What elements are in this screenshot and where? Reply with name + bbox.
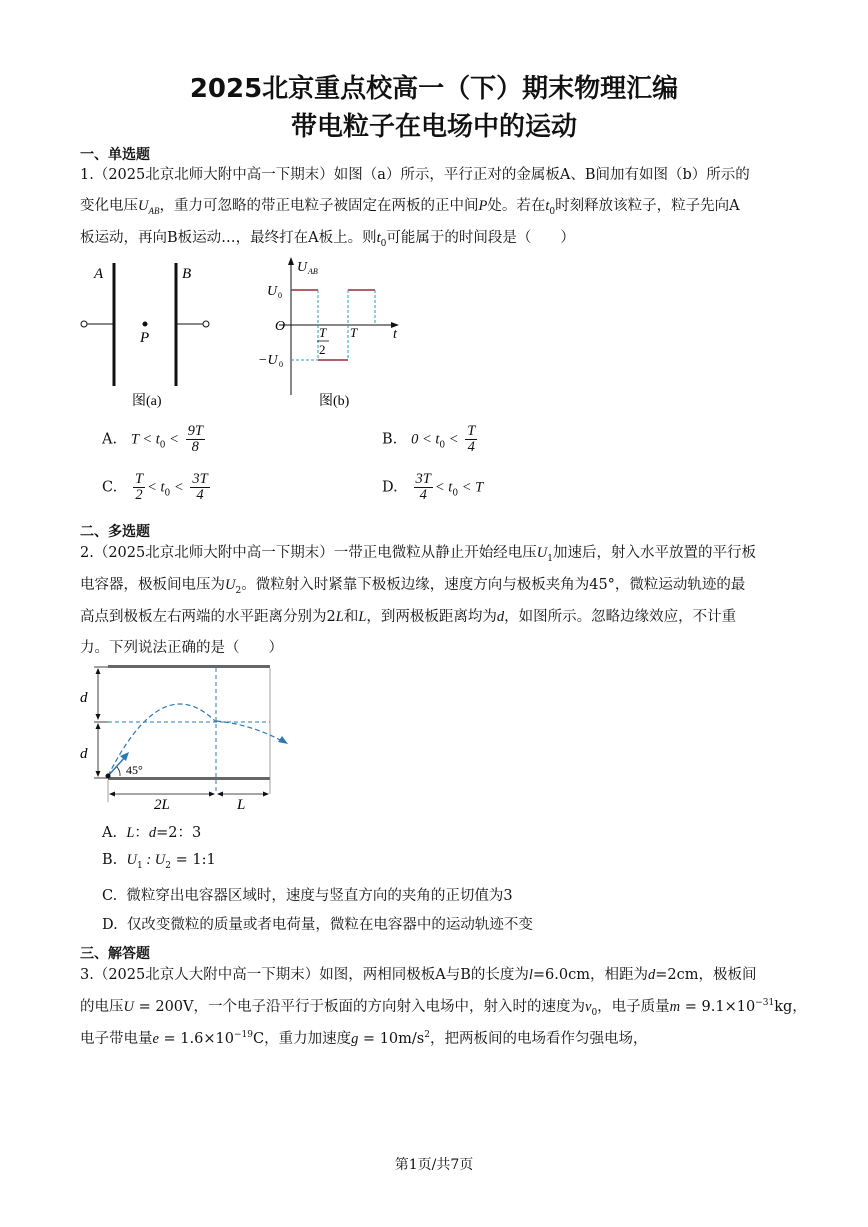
q2-line3: 高点到极板左右两端的水平距离分别为2L和L，到两极板距离均为d，如图所示。忽略边缘效应，不计重 <box>80 609 737 625</box>
section-heading-answer: 三、解答题 <box>80 946 150 962</box>
t-label: T <box>350 325 358 340</box>
x-axis-label: t <box>393 327 397 342</box>
q2-option-c[interactable]: C. 微粒穿出电容器区域时，速度与竖直方向的夹角的正切值为3 <box>102 888 513 904</box>
page-number: 第1页/共7页 <box>394 1157 474 1173</box>
section-heading-multi-choice: 二、多选题 <box>80 524 150 540</box>
q3-line2: 的电压U = 200V，一个电子沿平行于板面的方向射入电场中，射入时的速度为$v_0$，电子质量$m = 9.1\times 10^{-31}kg$， <box>80 998 807 1018</box>
svg-text:0: 0 <box>278 291 282 300</box>
q2-line4: 力。下列说法正确的是（ ） <box>80 640 283 656</box>
q2-line2: 电容器，极板间电压为$U_2$。微粒射入时紧靠下极板边缘，速度方向与极板夹角为45°，微粒运动轨迹的最 <box>80 577 746 596</box>
origin-label: O <box>275 319 286 334</box>
d-label-top: d <box>80 690 88 706</box>
q2-line1: 2.（2025北京北师大附中高一下期末）一带正电微粒从静止开始经电压$U_1$加速后，射入水平放置的平行板 <box>80 545 756 564</box>
figure-a-caption: 图(a) <box>132 394 162 409</box>
q1-figure-a <box>76 258 216 413</box>
fig-b-y-label: U <box>297 260 308 275</box>
q1-option-d[interactable]: D. $\frac{3T}{4}$ < $t_0 < T$ <box>382 471 484 504</box>
q2-option-d[interactable]: D. 仅改变微粒的质量或者电荷量，微粒在电容器中的运动轨迹不变 <box>102 917 533 933</box>
figure-b-caption: 图(b) <box>319 394 350 409</box>
q3-line1: 3.（2025北京人大附中高一下期末）如图，两相同极板A与B的长度为l=6.0cm，相距为d=2cm，极板间 <box>80 967 757 983</box>
page-title: 2025北京重点校高一（下）期末物理汇编 <box>189 74 679 104</box>
q2-option-a[interactable]: A. L：d=2：3 <box>102 825 202 841</box>
q1-option-a[interactable]: A. $T < t_0$ < $\frac{9T}{8}$ <box>102 423 203 456</box>
q2-option-b[interactable]: B. $U_1$ : $U_2$ = 1:1 <box>102 852 216 871</box>
t-half-num: T <box>319 325 327 340</box>
u0-label: U <box>267 284 278 299</box>
neg-u0-label: −U <box>258 353 278 368</box>
svg-text:0: 0 <box>279 360 283 369</box>
q1-option-c[interactable]: C. $\frac{T}{2}$ < $t_0$ < $\frac{3T}{4}$ <box>102 471 208 504</box>
plate-b-label: B <box>182 266 192 282</box>
point-p-label: P <box>140 330 150 346</box>
two-l-label: 2L <box>154 797 170 812</box>
plate-a-label: A <box>94 266 104 282</box>
q1-line1: 1.（2025北京北师大附中高一下期末）如图（a）所示，平行正对的金属板A、B间加有如图（b）所示的 <box>80 167 750 183</box>
page-subtitle: 带电粒子在电场中的运动 <box>290 112 577 142</box>
l-label: L <box>237 797 246 812</box>
q1-line3: 板运动，再向B板运动…，最终打在A板上。则$t_0$可能属于的时间段是（ ） <box>80 230 575 249</box>
d-label-bottom: d <box>80 746 88 762</box>
angle-label: 45° <box>126 763 143 777</box>
section-heading-single-choice: 一、单选题 <box>80 147 150 163</box>
q3-line3: 电子带电量$e = 1.6\times 10^{-19}C$，重力加速度$g = 10m/s^2$，把两板间的电场看作匀强电场， <box>80 1030 648 1047</box>
t-half-den: 2 <box>319 342 326 357</box>
q2-figure <box>76 662 296 812</box>
q1-line2: 变化电压$U_{AB}$，重力可忽略的带正电粒子被固定在两板的正中间P处。若在$t_0$时刻释放该粒子，粒子先向A <box>80 198 740 217</box>
q1-option-b[interactable]: B. $0 < t_0$ < $\frac{T}{4}$ <box>382 423 476 456</box>
q1-figure-b <box>255 255 415 413</box>
svg-text:AB: AB <box>308 267 318 276</box>
